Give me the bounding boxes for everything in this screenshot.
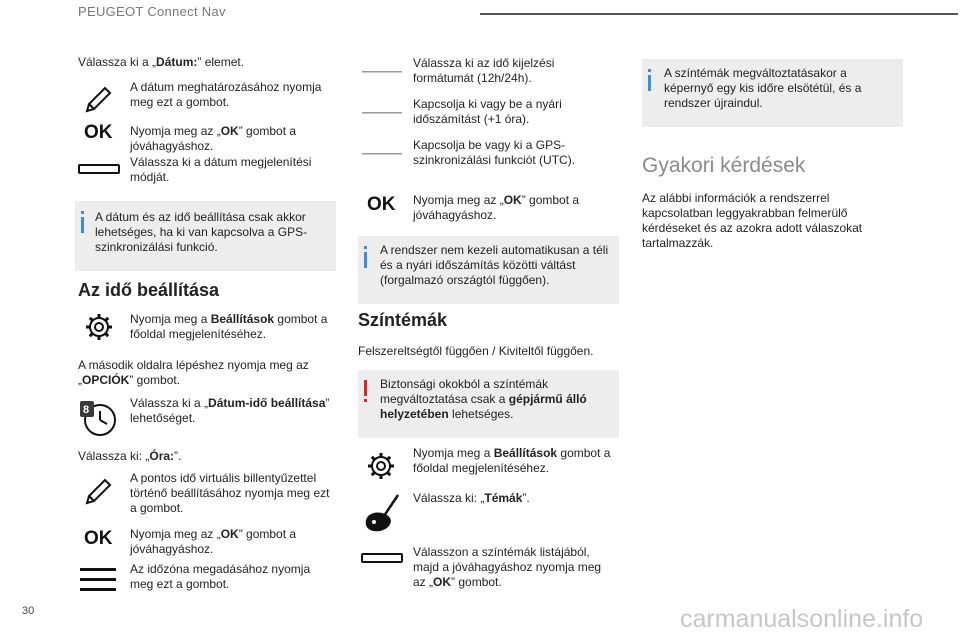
gear-icon[interactable] (365, 450, 397, 482)
step-choose-theme: Válasszon a színtémák listájából, majd a jóváhagyáshoz nyomja meg az „OK” gombot. (413, 545, 602, 589)
info-icon (364, 246, 367, 268)
step-settings-main: Nyomja meg a Beállítások gombot a főoldal megjelenítéséhez. (130, 312, 328, 341)
running-header: PEUGEOT Connect Nav (78, 4, 226, 19)
step-date-format: Válassza ki a dátum megjelenítési módját. (130, 155, 312, 184)
info-box-dst (358, 236, 619, 304)
step-select-themes: Válassza ki: „Témák”. (413, 491, 530, 505)
section-title-faq: Gyakori kérdések (642, 154, 806, 177)
para-equipment-dependent: Felszereltségtől függően / Kiviteltől függően. (358, 344, 594, 358)
clock-badge-number: 8 (83, 404, 90, 416)
page-number: 30 (22, 605, 35, 617)
palette-brush-icon[interactable] (362, 491, 402, 535)
ok-icon[interactable]: OK (84, 528, 113, 549)
section-title-time: Az idő beállítása (78, 280, 220, 300)
step-ok-timezone: Nyomja meg az „OK” gombot a jóváhagyáshoz. (413, 193, 580, 222)
gear-icon[interactable] (83, 311, 115, 343)
step-ok-time: Nyomja meg az „OK” gombot a jóváhagyáshoz. (130, 527, 297, 556)
pencil-icon[interactable] (84, 84, 114, 114)
step-settings-main: Nyomja meg a Beállítások gombot a főoldal megjelenítéséhez. (413, 446, 611, 475)
header-rule (480, 13, 958, 15)
watermark: carmanualsonline.info (680, 605, 924, 633)
faq-intro: Az alábbi információk a rendszerrel kapcsolatban leggyakrabban felmerülő kérdéseket és az azokra adott válaszokat tartalmazzák. (642, 191, 863, 250)
pencil-icon[interactable] (84, 476, 114, 506)
info-box-date-time (75, 201, 336, 271)
toggle-line-icon[interactable] (362, 152, 402, 156)
info-icon (81, 211, 84, 233)
display-mode-bar-icon[interactable] (78, 164, 120, 174)
warning-text: Biztonsági okokból a színtémák megváltoztatása csak a gépjármű álló helyzetében lehetséges. (380, 377, 587, 421)
menu-icon[interactable] (80, 566, 116, 594)
select-ora: Válassza ki: „Óra:”. (78, 449, 182, 463)
step-ok-date: Nyomja meg az „OK” gombot a jóváhagyáshoz. (130, 124, 297, 153)
info-box-theme-restart (642, 59, 903, 127)
warning-icon (364, 380, 367, 402)
intro-date-line: Válassza ki a „Dátum:” elemet. (78, 55, 245, 69)
para-options: A második oldalra lépéshez nyomja meg az „OPCIÓK” gombot. (78, 358, 309, 387)
toggle-line-icon[interactable] (362, 111, 402, 115)
info-text: A színtémák megváltoztatásakor a képernyő egy kis időre elsötétül, és a rendszer újraindul. (664, 66, 862, 110)
section-title-themes: Színtémák (358, 310, 448, 330)
warning-box-themes (358, 370, 619, 438)
step-time-format: Válassza ki az idő kijelzési formátumát (12h/24h). (413, 56, 555, 85)
info-text: A rendszer nem kezeli automatikusan a téli és a nyári időszámítás közötti váltást (forgalmazó országtól függően). (380, 243, 609, 287)
step-summer-time: Kapcsolja ki vagy be a nyári időszámítást (+1 óra). (413, 97, 562, 126)
step-timezone: Az időzóna megadásához nyomja meg ezt a gombot. (130, 562, 311, 591)
toggle-line-icon[interactable] (362, 70, 402, 74)
step-pencil-time: A pontos idő virtuális billentyűzettel történő beállításához nyomja meg ezt a gombot. (130, 471, 330, 515)
step-date-time-setting: Válassza ki a „Dátum-idő beállítása” lehetőséget. (130, 396, 330, 425)
info-icon (648, 69, 651, 91)
theme-list-bar-icon[interactable] (361, 553, 403, 563)
info-text: A dátum és az idő beállítása csak akkor lehetséges, ha ki van kapcsolva a GPS-szinkronizálási funkció. (95, 210, 308, 254)
step-gps-sync: Kapcsolja be vagy ki a GPS-szinkronizálási funkciót (UTC). (413, 138, 576, 167)
ok-icon[interactable]: OK (84, 122, 113, 143)
ok-icon[interactable]: OK (367, 194, 396, 215)
step-pencil-date: A dátum meghatározásához nyomja meg ezt a gombot. (130, 80, 322, 109)
